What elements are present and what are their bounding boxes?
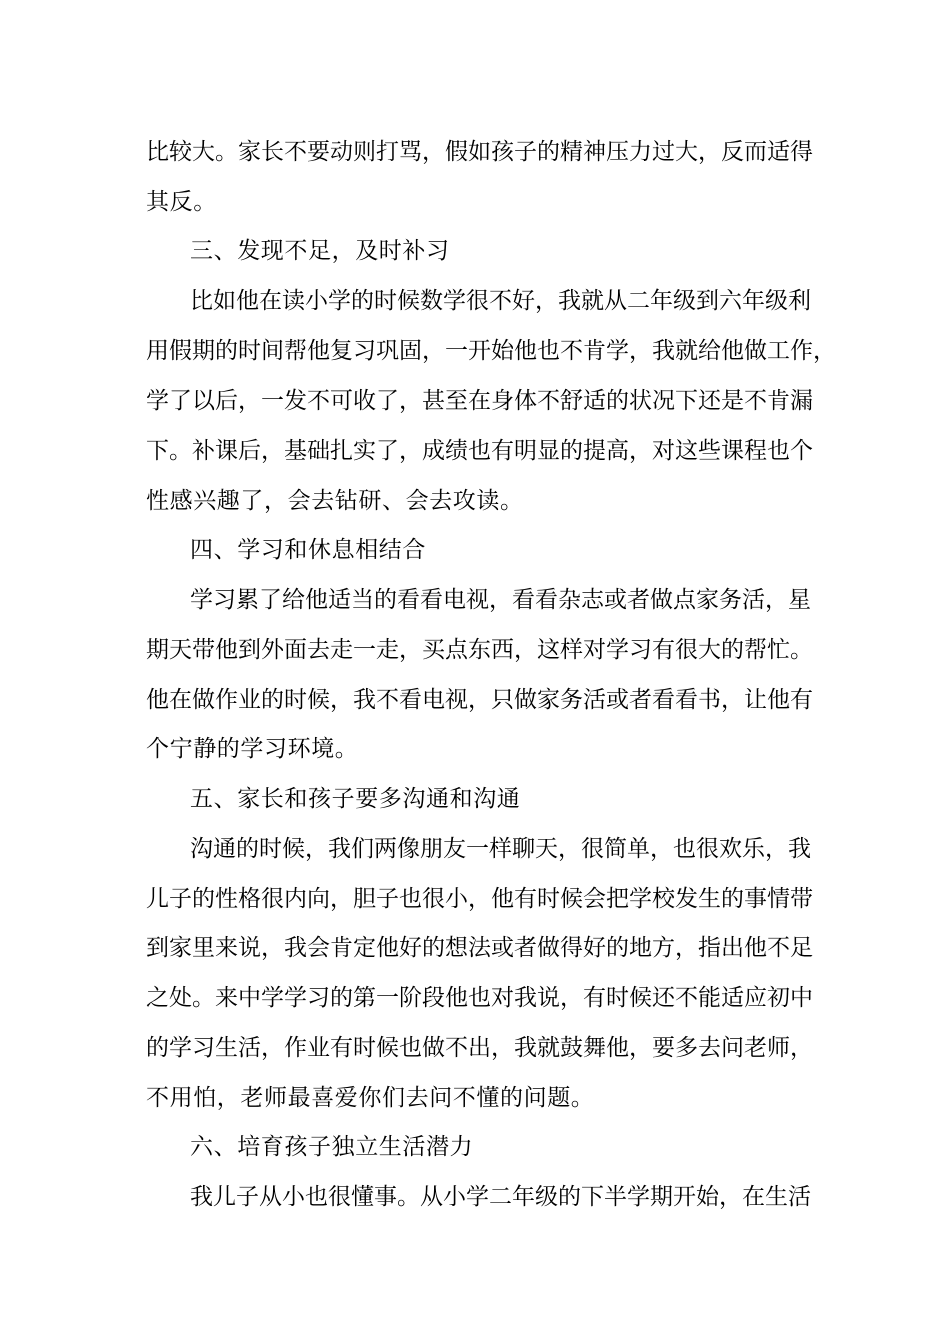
paragraph-line: 儿子的性格很内向，胆子也很小，他有时候会把学校发生的事情带	[146, 886, 813, 912]
section-heading: 六、培育孩子独立生活潜力	[190, 1134, 474, 1160]
paragraph-line: 期天带他到外面去走一走，买点东西，这样对学习有很大的帮忙。	[146, 637, 813, 663]
paragraph-line: 学习累了给他适当的看看电视，看看杂志或者做点家务活，星	[190, 587, 811, 613]
paragraph-line: 的学习生活，作业有时候也做不出，我就鼓舞他，要多去问老师，	[146, 1035, 813, 1061]
paragraph-line: 到家里来说，我会肯定他好的想法或者做得好的地方，指出他不足	[146, 935, 813, 961]
paragraph-line: 性感兴趣了，会去钻研、会去攻读。	[146, 488, 524, 514]
paragraph-line: 之处。来中学学习的第一阶段他也对我说，有时候还不能适应初中	[146, 985, 813, 1011]
paragraph-line: 比如他在读小学的时候数学很不好，我就从二年级到六年级利	[190, 288, 811, 314]
paragraph-line: 用假期的时间帮他复习巩固，一开始他也不肯学，我就给他做工作，	[146, 338, 836, 364]
paragraph-line: 不用怕，老师最喜爱你们去问不懂的问题。	[146, 1085, 595, 1111]
paragraph-line: 个宁静的学习环境。	[146, 736, 359, 762]
paragraph-line: 学了以后，一发不可收了，甚至在身体不舒适的状况下还是不肯漏	[146, 388, 813, 414]
section-heading: 五、家长和孩子要多沟通和沟通	[190, 786, 521, 812]
paragraph-line: 他在做作业的时候，我不看电视，只做家务活或者看看书，让他有	[146, 687, 813, 713]
paragraph-line: 我儿子从小也很懂事。从小学二年级的下半学期开始，在生活	[190, 1184, 811, 1210]
paragraph-line: 比较大。家长不要动则打骂，假如孩子的精神压力过大，反而适得	[146, 139, 813, 165]
paragraph-line: 沟通的时候，我们两像朋友一样聊天，很简单，也很欢乐，我	[190, 836, 811, 862]
paragraph-line: 其反。	[146, 189, 217, 215]
paragraph-line: 下。补课后，基础扎实了，成绩也有明显的提高，对这些课程也个	[146, 438, 813, 464]
section-heading: 三、发现不足，及时补习	[190, 238, 450, 264]
section-heading: 四、学习和休息相结合	[190, 537, 426, 563]
